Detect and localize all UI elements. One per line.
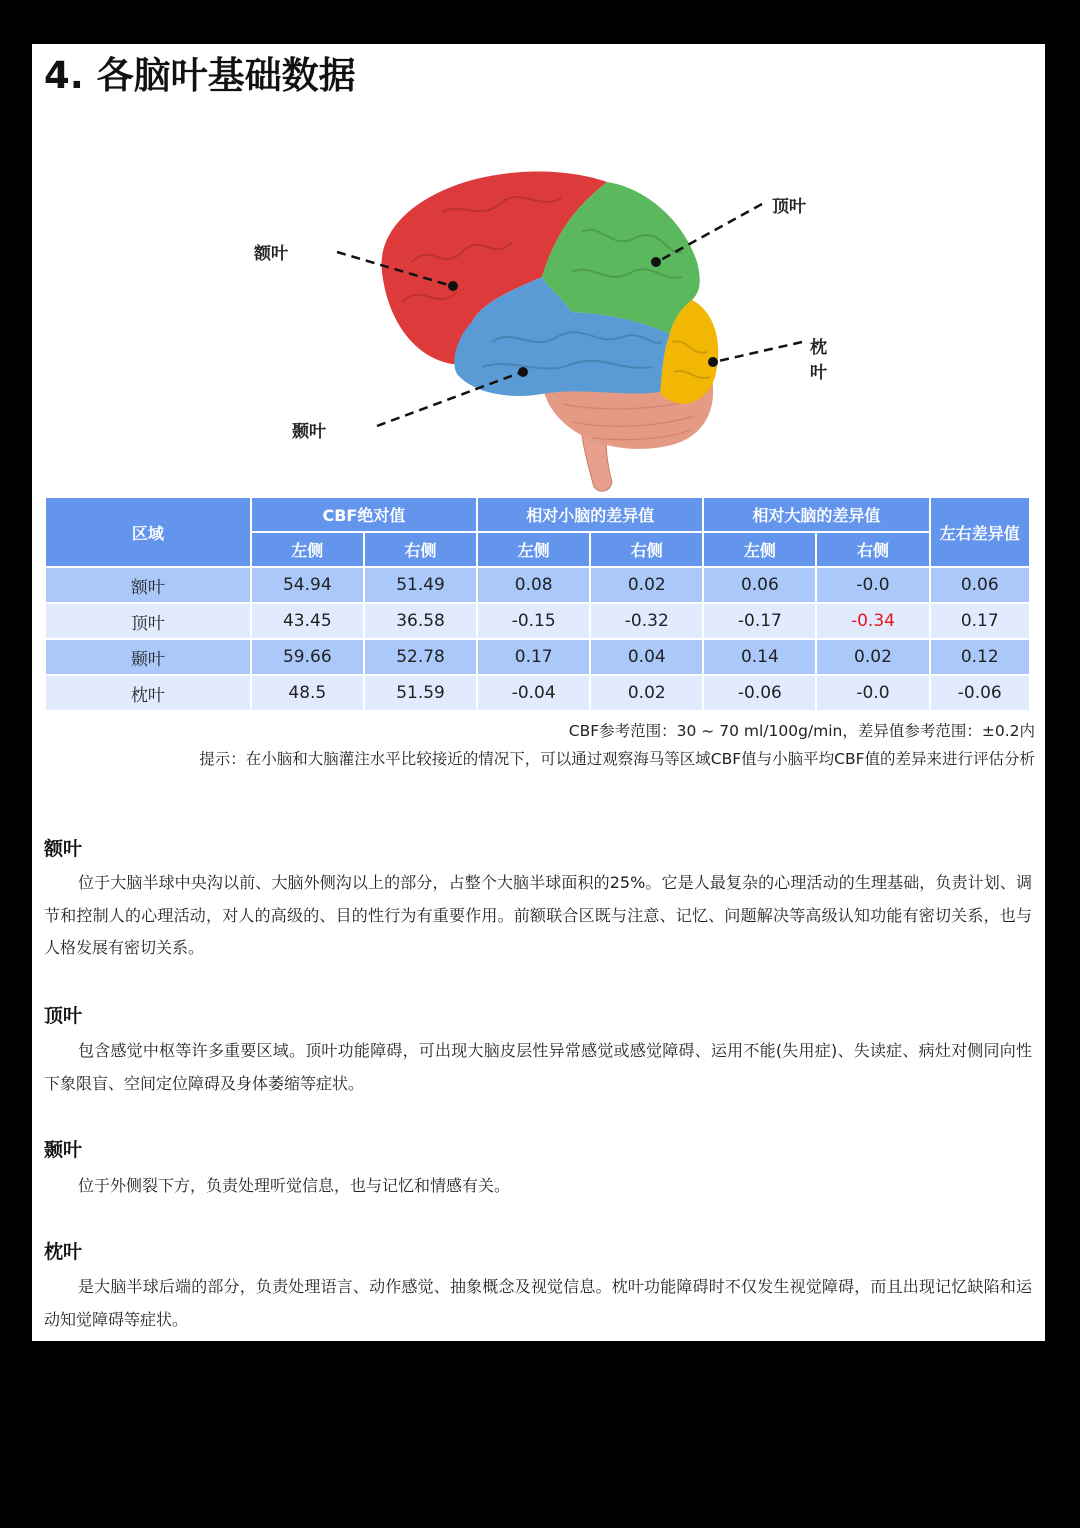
cell-cbf-left: 54.94 <box>252 568 363 602</box>
subheader-left: 左侧 <box>478 533 589 566</box>
section-title-occipital: 枕叶 <box>44 1241 83 1263</box>
cell-cr-right: -0.0 <box>817 676 928 710</box>
section-title-temporal: 颞叶 <box>44 1139 83 1161</box>
table-header-row <box>46 498 1029 531</box>
page-title: 4. 各脑叶基础数据 <box>44 54 356 97</box>
cell-cr-left: 0.06 <box>704 568 815 602</box>
label-temporal-lobe: 颞叶 <box>292 422 326 442</box>
section-body-frontal: 位于大脑半球中央沟以前、大脑外侧沟以上的部分，占整个大脑半球面积的25%。它是人最复杂的心理活动的生理基础，负责计划、调节和控制人的心理活动，对人的高级的、目的性行为有重要作用。前额联合区既与注意、记忆、问题解决等高级认知功能有密切关系，也与人格发展有密切关系。 <box>44 873 1032 957</box>
cell-cbf-right: 36.58 <box>365 604 476 638</box>
cell-cbf-left: 59.66 <box>252 640 363 674</box>
cell-cb-right: 0.04 <box>591 640 702 674</box>
cell-lr-diff: 0.12 <box>931 640 1029 674</box>
cell-lr-diff: 0.06 <box>931 568 1029 602</box>
cell-region: 额叶 <box>46 568 250 602</box>
table-row <box>46 676 1029 710</box>
cell-region: 颞叶 <box>46 640 250 674</box>
cell-cb-right: -0.32 <box>591 604 702 638</box>
cell-cr-right-abnormal: -0.34 <box>817 604 928 638</box>
cell-cr-left: -0.06 <box>704 676 815 710</box>
section-body-temporal: 位于外侧裂下方，负责处理听觉信息，也与记忆和情感有关。 <box>78 1176 511 1195</box>
label-frontal-lobe: 额叶 <box>254 244 288 264</box>
cell-cr-right: -0.0 <box>817 568 928 602</box>
section-body-parietal: 包含感觉中枢等许多重要区域。顶叶功能障碍，可出现大脑皮层性异常感觉或感觉障碍、运用不能(失用症)、失读症、病灶对侧同向性下象限盲、空间定位障碍及身体萎缩等症状。 <box>44 1041 1032 1093</box>
cell-cbf-left: 43.45 <box>252 604 363 638</box>
cell-region: 枕叶 <box>46 676 250 710</box>
cell-cr-left: -0.17 <box>704 604 815 638</box>
hint-note: 提示：在小脑和大脑灌注水平比较接近的情况下，可以通过观察海马等区域CBF值与小脑平均CBF值的差异来进行评估分析 <box>199 750 1035 768</box>
subheader-right: 右侧 <box>817 533 928 566</box>
cell-region: 顶叶 <box>46 604 250 638</box>
cell-cb-right: 0.02 <box>591 676 702 710</box>
label-occipital-lobe: 枕叶 <box>810 338 827 383</box>
cell-cr-right: 0.02 <box>817 640 928 674</box>
cell-cb-left: -0.04 <box>478 676 589 710</box>
header-rel-cerebrum: 相对大脑的差异值 <box>704 498 928 531</box>
subheader-right: 右侧 <box>591 533 702 566</box>
cell-lr-diff: -0.06 <box>931 676 1029 710</box>
cell-cb-right: 0.02 <box>591 568 702 602</box>
subheader-left: 左侧 <box>704 533 815 566</box>
cell-cr-left: 0.14 <box>704 640 815 674</box>
header-region: 区域 <box>46 498 250 566</box>
table-row <box>46 568 1029 602</box>
section-title-frontal: 额叶 <box>44 838 83 860</box>
table-row <box>46 604 1029 638</box>
cell-cb-left: 0.17 <box>478 640 589 674</box>
header-cbf-absolute: CBF绝对值 <box>252 498 476 531</box>
cell-cbf-right: 51.49 <box>365 568 476 602</box>
table-row <box>46 640 1029 674</box>
cell-cbf-left: 48.5 <box>252 676 363 710</box>
cell-cb-left: 0.08 <box>478 568 589 602</box>
brain-lobes-figure <box>242 142 842 502</box>
reference-range-note: CBF参考范围：30 ~ 70 ml/100g/min，差异值参考范围：±0.2内 <box>568 722 1035 740</box>
cell-cbf-right: 52.78 <box>365 640 476 674</box>
cell-lr-diff: 0.17 <box>931 604 1029 638</box>
label-parietal-lobe: 顶叶 <box>772 197 806 217</box>
header-rel-cerebellum: 相对小脑的差异值 <box>478 498 702 531</box>
report-page <box>32 44 1045 1341</box>
cell-cbf-right: 51.59 <box>365 676 476 710</box>
subheader-left: 左侧 <box>252 533 363 566</box>
cell-cb-left: -0.15 <box>478 604 589 638</box>
section-body-occipital: 是大脑半球后端的部分，负责处理语言、动作感觉、抽象概念及视觉信息。枕叶功能障碍时不仅发生视觉障碍，而且出现记忆缺陷和运动知觉障碍等症状。 <box>44 1277 1032 1329</box>
section-title-parietal: 顶叶 <box>44 1005 83 1027</box>
brain-illustration <box>242 142 842 502</box>
header-lr-diff: 左右差异值 <box>931 498 1029 566</box>
lobe-cbf-table <box>44 496 1031 712</box>
subheader-right: 右侧 <box>365 533 476 566</box>
